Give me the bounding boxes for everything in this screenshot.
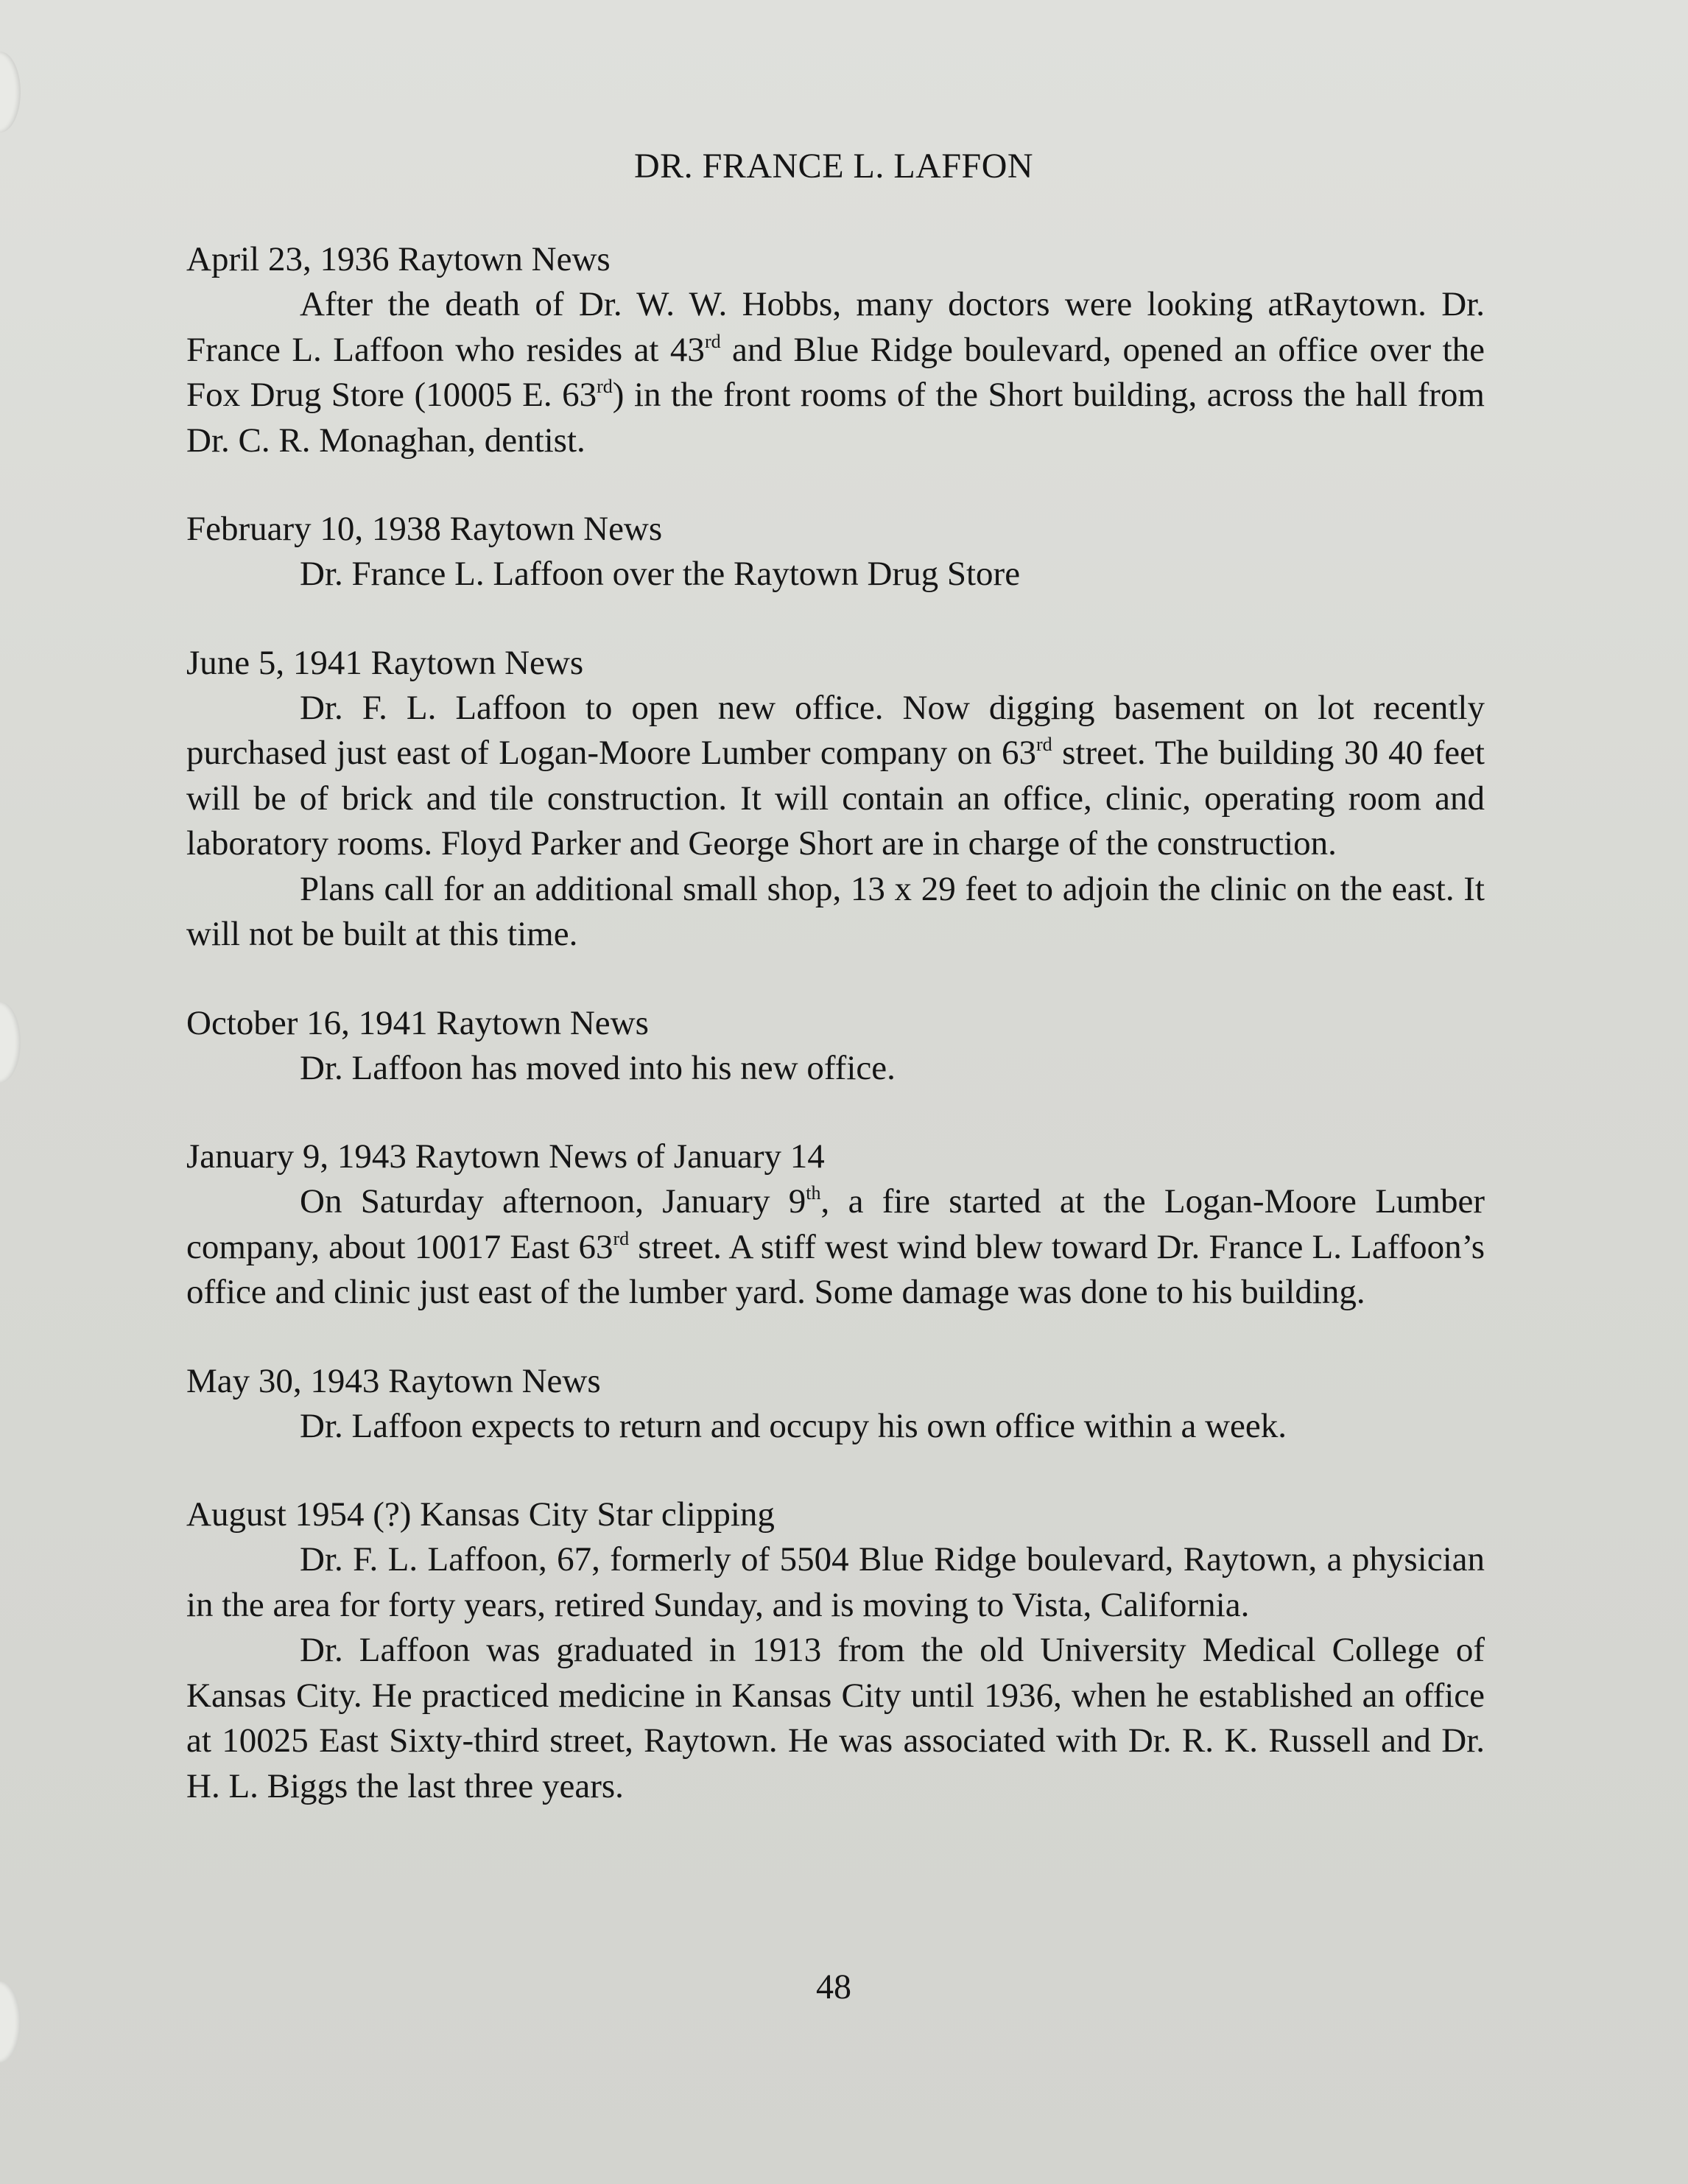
news-entry xyxy=(186,1134,1485,1316)
news-entry xyxy=(186,507,1485,597)
page-number: 48 xyxy=(816,1967,851,2006)
entry-heading: February 10, 1938 Raytown News xyxy=(186,510,663,548)
ordinal-suffix: rd xyxy=(597,376,613,397)
entry-paragraph xyxy=(186,282,1485,463)
paragraph-text: Dr. F. L. Laffoon to open new office. Now digging basement on lot recently purchased just east of Logan-Moore Lumber company on 63 xyxy=(186,688,1485,772)
paragraph-text: Dr. Laffoon expects to return and occupy his own office within a week. xyxy=(300,1406,1287,1445)
paragraph-text: After the death of Dr. W. W. Hobbs, many doctors were looking atRaytown. Dr. France L. Laffoon who resides at 43 xyxy=(186,285,1485,369)
paragraph-text: Dr. F. L. Laffoon, 67, formerly of 5504 Blue Ridge boulevard, Raytown, a physician in the area for forty years, retired Sunday, and is moving to Vista, California. xyxy=(186,1540,1485,1624)
page-title: DR. FRANCE L. LAFFON xyxy=(633,147,1034,186)
binder-hole xyxy=(0,1002,21,1083)
entry-paragraph xyxy=(186,1179,1485,1316)
news-entry xyxy=(186,1492,1485,1809)
paragraph-text: Plans call for an additional small shop, 13 x 29 feet to adjoin the clinic on the east. It will not be built at this time. xyxy=(186,869,1485,953)
entry-paragraph xyxy=(186,867,1485,958)
paragraph-text: street. The building 30 40 feet will be of brick and tile construction. It will contain an office, clinic, operating room and laboratory rooms. Floyd Parker and George Short are in charge of the construction. xyxy=(186,734,1485,863)
paragraph-text: Dr. Laffoon was graduated in 1913 from the old University Medical College of Kansas City. He practiced medicine in Kansas City until 1936, when he established an office at 10025 East Sixty-third street, Raytown. He was associated with Dr. R. K. Russell and Dr. H. L. Biggs the last three years. xyxy=(186,1631,1485,1805)
news-entry xyxy=(186,237,1485,463)
entry-heading: June 5, 1941 Raytown News xyxy=(186,643,584,682)
entry-heading: May 30, 1943 Raytown News xyxy=(186,1361,601,1400)
paragraph-text: On Saturday afternoon, January 9 xyxy=(300,1182,806,1221)
entries-list xyxy=(186,237,1485,1853)
ordinal-suffix: rd xyxy=(613,1227,630,1249)
entry-paragraph xyxy=(186,1628,1485,1809)
news-entry xyxy=(186,641,1485,958)
news-entry xyxy=(186,1359,1485,1450)
paragraph-text: , a fire started at the Logan-Moore Lumber company, about 10017 East 63 xyxy=(186,1182,1485,1266)
binder-hole xyxy=(0,52,21,133)
paragraph-text: Dr. Laffoon has moved into his new office. xyxy=(300,1048,896,1087)
ordinal-suffix: th xyxy=(806,1182,821,1204)
news-entry xyxy=(186,1001,1485,1092)
entry-paragraph xyxy=(186,686,1485,867)
paragraph-text: ) in the front rooms of the Short building, across the hall from Dr. C. R. Monaghan, dentist. xyxy=(186,376,1485,460)
entry-heading: January 9, 1943 Raytown News of January 14 xyxy=(186,1137,825,1176)
entry-paragraph xyxy=(186,1537,1485,1628)
ordinal-suffix: rd xyxy=(1036,734,1052,755)
paragraph-text: and Blue Ridge boulevard, opened an office over the Fox Drug Store (10005 E. 63 xyxy=(186,330,1485,414)
ordinal-suffix: rd xyxy=(704,330,721,352)
paragraph-text: street. A stiff west wind blew toward Dr. France L. Laffoon’s office and clinic just east of the lumber yard. Some damage was done to his building. xyxy=(186,1227,1485,1311)
entry-heading: October 16, 1941 Raytown News xyxy=(186,1003,649,1042)
entry-paragraph xyxy=(186,1404,1485,1450)
entry-heading: April 23, 1936 Raytown News xyxy=(186,240,611,278)
paragraph-text: Dr. France L. Laffoon over the Raytown Drug Store xyxy=(300,555,1021,593)
entry-heading: August 1954 (?) Kansas City Star clipping xyxy=(186,1495,775,1534)
entry-paragraph xyxy=(186,552,1485,597)
entry-paragraph xyxy=(186,1046,1485,1092)
